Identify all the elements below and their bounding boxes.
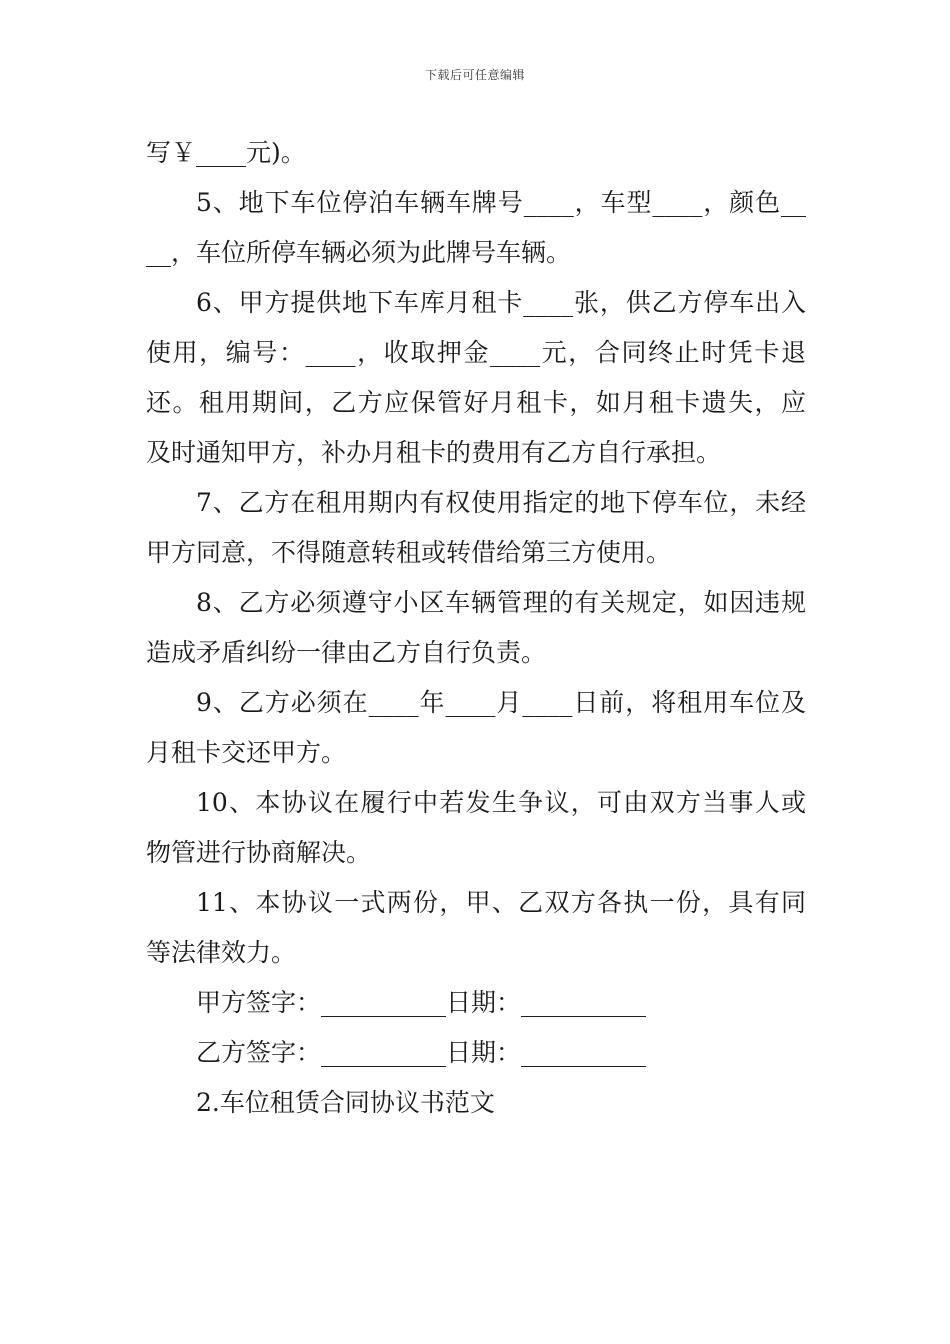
clause-8-line-2: 造成矛盾纠纷一律由乙方自行负责。 xyxy=(146,638,547,667)
party-b-signature-line: 乙方签字：__________日期：__________ xyxy=(196,1038,647,1067)
clause-6-line-4: 及时通知甲方，补办月租卡的费用有乙方自行承担。 xyxy=(146,438,722,467)
clause-7-line-1: 7、乙方在租用期内有权使用指定的地下停车位，未经 xyxy=(196,488,806,517)
clause-7-line-2: 甲方同意，不得随意转租或转借给第三方使用。 xyxy=(146,538,672,567)
clause-5-line-1: 5、地下车位停泊车辆车牌号____，车型____，颜色__ xyxy=(196,188,806,217)
page-header-note: 下载后可任意编辑 xyxy=(424,68,525,82)
clause-11-line-1: 11、本协议一式两份，甲、乙双方各执一份，具有同 xyxy=(196,888,806,917)
clause-9-line-1: 9、乙方必须在____年____月____日前，将租用车位及 xyxy=(196,688,806,717)
clause-10-line-1: 10、本协议在履行中若发生争议，可由双方当事人或 xyxy=(196,788,806,817)
clause-6-line-2: 使用，编号：____，收取押金____元，合同终止时凭卡退 xyxy=(146,338,806,367)
clause-6-line-3: 还。租用期间，乙方应保管好月租卡，如月租卡遗失，应 xyxy=(146,388,806,417)
clause-8-line-1: 8、乙方必须遵守小区车辆管理的有关规定，如因违规 xyxy=(196,588,806,617)
document-body xyxy=(146,128,806,1128)
party-a-signature-line: 甲方签字：__________日期：__________ xyxy=(196,988,647,1017)
text-line: 写￥____元)。 xyxy=(146,138,306,167)
clause-10-line-2: 物管进行协商解决。 xyxy=(146,838,372,867)
clause-9-line-2: 月租卡交还甲方。 xyxy=(146,738,347,767)
clause-5-line-2: __，车位所停车辆必须为此牌号车辆。 xyxy=(146,238,572,267)
clause-6-line-1: 6、甲方提供地下车库月租卡____张，供乙方停车出入 xyxy=(196,288,806,317)
section-title: 2.车位租赁合同协议书范文 xyxy=(196,1088,495,1117)
clause-11-line-2: 等法律效力。 xyxy=(146,938,297,967)
